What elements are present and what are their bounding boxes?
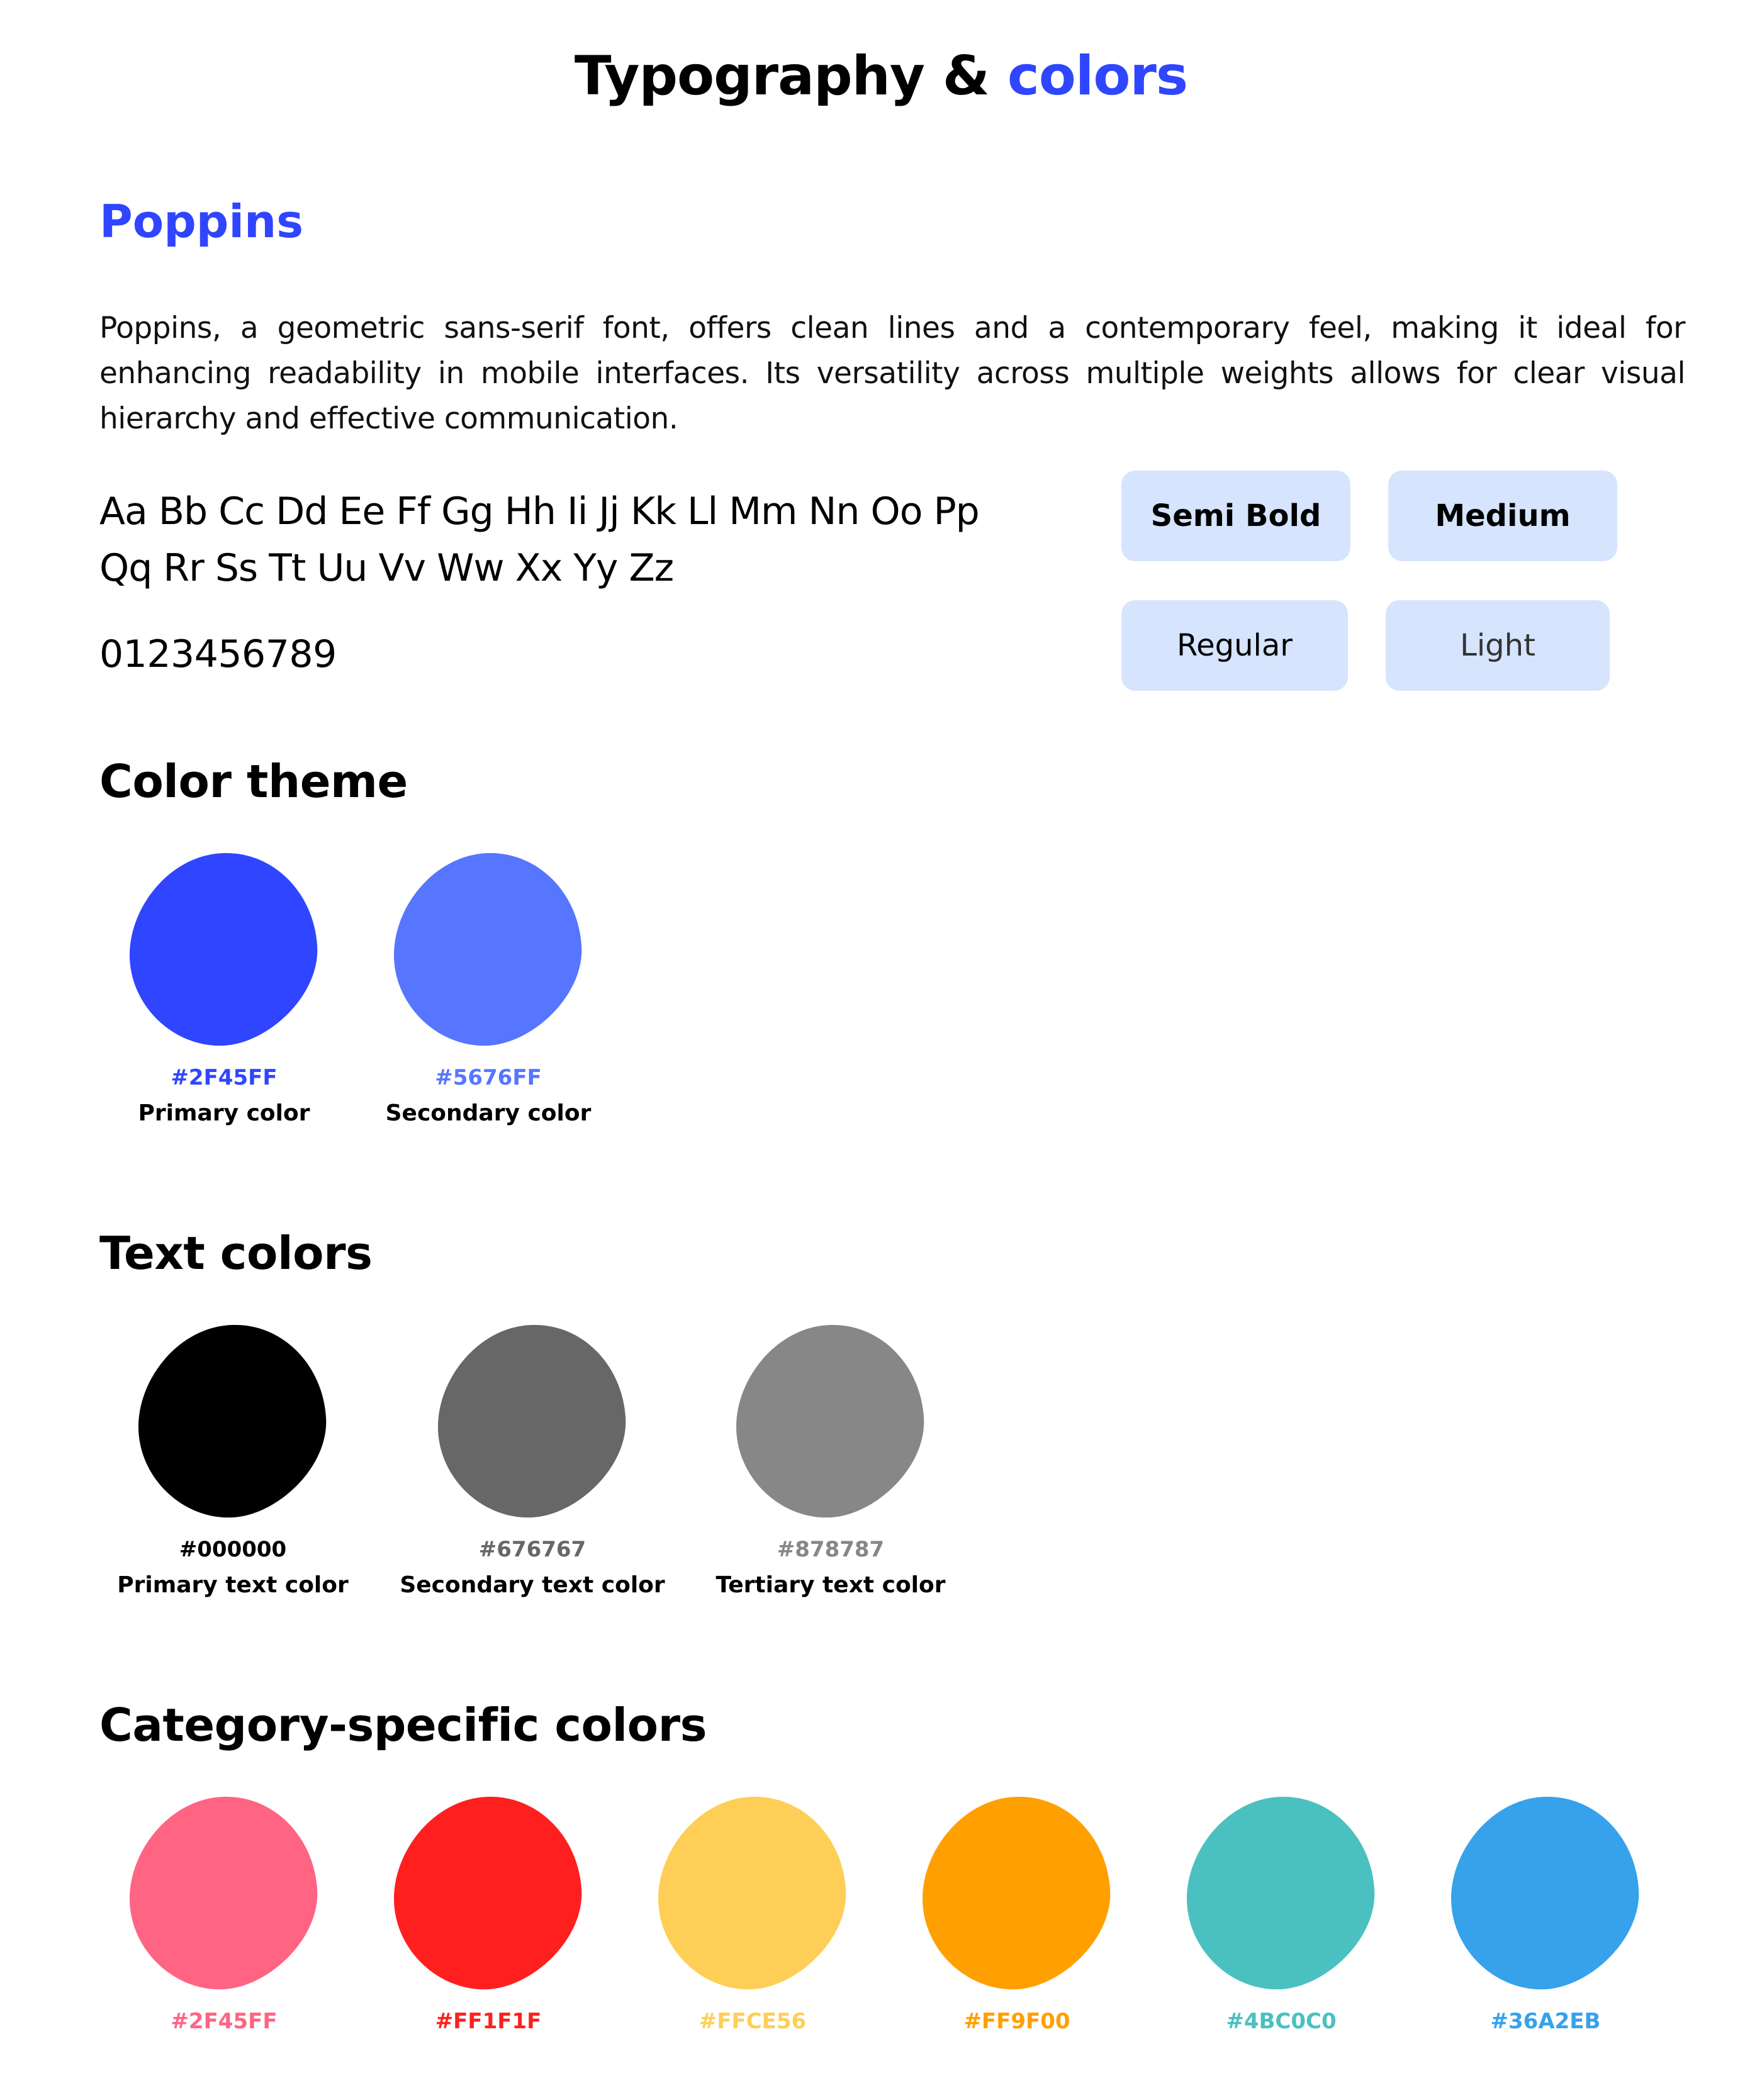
alphabet-line-1: Aa Bb Cc Dd Ee Ff Gg Hh Ii Jj Kk Ll Mm Nn Oo Pp: [99, 489, 979, 533]
color-swatch: [73, 1794, 375, 2032]
weight-chip-regular: Regular: [1121, 600, 1348, 691]
font-description: Poppins, a geometric sans-serif font, offers clean lines and a contemporary feel, making it ideal for enhancing readability in mobile interfaces. Its versatility across multiple weights allows for clear visual hierarchy and effective communication.: [99, 311, 1685, 436]
alphabet-line-2: Qq Rr Ss Tt Uu Vv Ww Xx Yy Zz: [99, 546, 674, 590]
color-swatch: [381, 1322, 683, 1597]
color-hex-code: #4BC0C0: [1226, 2009, 1337, 2034]
color-blob: [438, 1322, 627, 1520]
color-hex-code: #FF1F1F: [435, 2009, 542, 2034]
color-name: Primary text color: [117, 1572, 349, 1598]
text-colors-heading: Text colors: [99, 1227, 373, 1280]
font-name: Poppins: [99, 195, 304, 248]
color-blob: [658, 1794, 847, 1992]
color-blob: [138, 1322, 327, 1520]
color-blob: [736, 1322, 925, 1520]
page-title-accent: colors: [1007, 45, 1188, 108]
color-blob: [923, 1794, 1111, 1992]
page-title: [0, 45, 1762, 108]
weight-chip-light: Light: [1386, 600, 1610, 691]
color-theme-heading: Color theme: [99, 755, 408, 808]
color-blob: [130, 851, 318, 1048]
color-hex-code: #FF9F00: [963, 2009, 1070, 2034]
color-swatch: [82, 1322, 384, 1597]
color-hex-code: #000000: [179, 1537, 287, 1562]
color-hex-code: #5676FF: [435, 1065, 542, 1090]
color-hex-code: #2F45FF: [171, 1065, 278, 1090]
color-swatch: [866, 1794, 1168, 2032]
color-swatch: [337, 1794, 639, 2032]
color-swatch: [680, 1322, 982, 1597]
weight-chip-semi-bold: Semi Bold: [1121, 471, 1350, 561]
color-blob: [394, 1794, 583, 1992]
color-name: Primary color: [138, 1100, 310, 1126]
weight-chip-medium: Medium: [1388, 471, 1617, 561]
color-blob: [1187, 1794, 1376, 1992]
page-title-main: Typography &: [574, 45, 1007, 108]
color-blob: [130, 1794, 318, 1992]
color-blob: [1451, 1794, 1640, 1992]
color-swatch: [73, 851, 375, 1125]
color-name: Tertiary text color: [715, 1572, 946, 1598]
color-hex-code: #2F45FF: [171, 2009, 278, 2034]
color-hex-code: #676767: [478, 1537, 586, 1562]
category-colors-heading: Category-specific colors: [99, 1699, 707, 1751]
color-swatch: [1394, 1794, 1697, 2032]
color-name: Secondary text color: [400, 1572, 665, 1598]
color-swatch: [602, 1794, 904, 2032]
color-swatch: [337, 851, 639, 1125]
color-hex-code: #FFCE56: [699, 2009, 807, 2034]
digits-specimen: 0123456789: [99, 632, 337, 676]
color-swatch: [1130, 1794, 1432, 2032]
alphabet-specimen: [99, 483, 1106, 596]
color-hex-code: #878787: [777, 1537, 885, 1562]
color-name: Secondary color: [385, 1100, 592, 1126]
color-hex-code: #36A2EB: [1490, 2009, 1601, 2034]
color-blob: [394, 851, 583, 1048]
